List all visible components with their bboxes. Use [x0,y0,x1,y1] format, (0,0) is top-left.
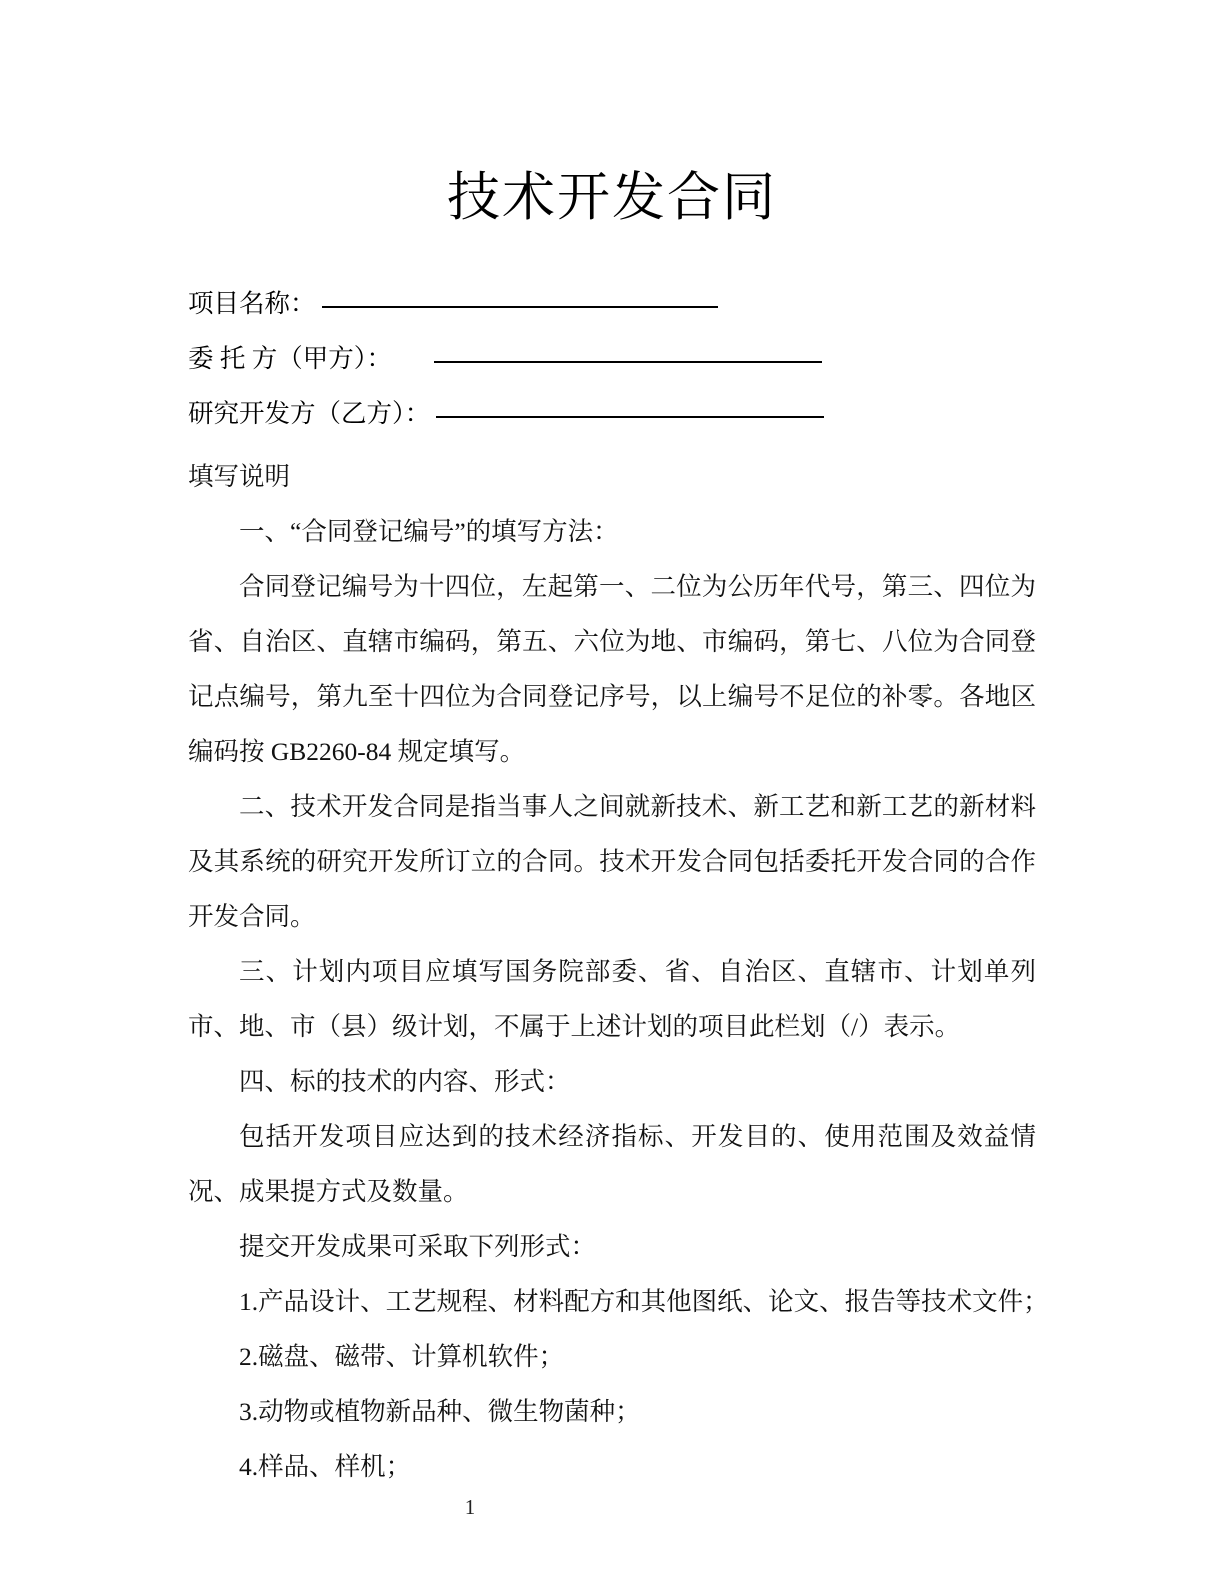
section-heading: 1.产品设计、工艺规程、材料配方和其他图纸、论文、报告等技术文件； [239,1287,1049,1316]
section-heading: 提交开发成果可采取下列形式： [239,1232,597,1261]
body-paragraph: 合同登记编号为十四位，左起第一、二位为公历年代号，第三、四位为省、自治区、直辖市编码，第五、六位为地、市编码，第七、八位为合同登记点编号，第九至十四位为合同登记序号，以上编号不足位的补零。各地区编码按 GB2260-84 规定填写。 [188,572,1036,766]
body-paragraph: 包括开发项目应达到的技术经济指标、开发目的、使用范围及效益情况、成果提方式及数量。 [188,1122,1036,1206]
page-number: 1 [464,1495,476,1519]
body-paragraph: 二、技术开发合同是指当事人之间就新技术、新工艺和新工艺的新材料及其系统的研究开发所订立的合同。技术开发合同包括委托开发合同的合作开发合同。 [188,792,1036,931]
section-heading: 四、标的技术的内容、形式： [239,1067,571,1096]
section-heading: 一、“合同登记编号”的填写方法： [239,517,619,546]
form-field-blank-line[interactable] [434,360,822,363]
section-heading: 4.样品、样机； [239,1452,412,1481]
section-heading: 填写说明 [188,462,291,491]
body-paragraph: 三、计划内项目应填写国务院部委、省、自治区、直辖市、计划单列市、地、市（县）级计划，不属于上述计划的项目此栏划（/）表示。 [188,957,1036,1041]
section-heading: 2.磁盘、磁带、计算机软件； [239,1342,565,1371]
instructions-area [188,449,1049,1494]
form-field-label: 项目名称： [188,289,316,318]
page-title: 技术开发合同 [447,167,777,227]
form-fields-area [188,284,1036,449]
form-field-row [188,339,1036,394]
form-field-row [188,394,1036,449]
form-field-label: 研究开发方（乙方）： [188,399,431,428]
form-field-label: 委 托 方（甲方）： [188,344,393,373]
form-field-blank-line[interactable] [436,415,824,418]
section-heading: 3.动物或植物新品种、微生物菌种； [239,1397,641,1426]
form-field-row [188,284,1036,339]
document-body [188,284,1049,1494]
form-field-blank-line[interactable] [322,305,718,308]
